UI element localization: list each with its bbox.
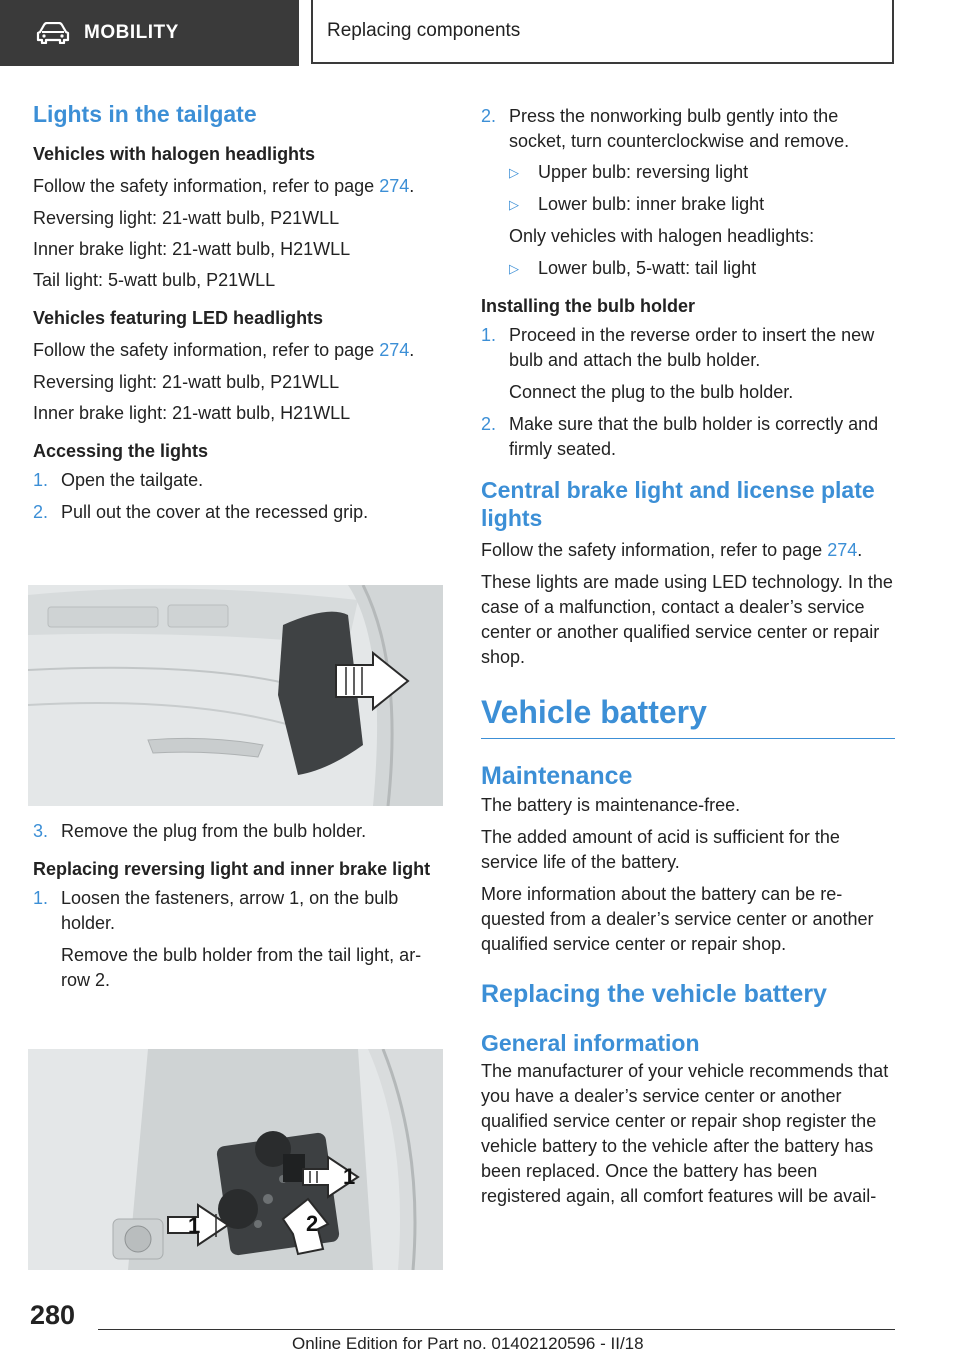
step-item: 1. Loosen the fasteners, arrow 1, on the bulb holder. <box>33 888 399 933</box>
figure-tailgate-cover <box>28 585 443 806</box>
page-header <box>0 0 960 66</box>
heading-halogen: Vehicles with halogen headlights <box>33 144 316 164</box>
car-icon <box>36 22 70 44</box>
spec-line: Reversing light: 21-watt bulb, P21WLL <box>33 208 340 228</box>
step-item: 3. Remove the plug from the bulb holder. <box>33 821 367 841</box>
tailgate-cover-illustration <box>28 585 443 806</box>
spec-line: Tail light: 5-watt bulb, P21WLL <box>33 270 276 290</box>
safety-info-halogen: Follow the safety information, refer to page 274. <box>33 176 415 196</box>
step-item: 2. Pull out the cover at the recessed grip. <box>33 502 369 522</box>
left-column <box>33 100 443 525</box>
heading-general-information: General information <box>481 1030 700 1056</box>
maintenance-text: The battery is maintenance-free. <box>481 795 741 815</box>
safety-info-led: Follow the safety information, refer to page 274. <box>33 340 415 360</box>
spec-line: Inner brake light: 21-watt bulb, H21WLL <box>33 239 351 259</box>
page-link-274[interactable]: 274 <box>379 340 410 360</box>
section-tab[interactable] <box>0 0 299 66</box>
step-item: 1. Open the tailgate. <box>33 470 204 490</box>
bullet-item: ▷ Upper bulb: reversing light <box>481 160 895 185</box>
callout-label: 2 <box>306 1211 319 1236</box>
heading-accessing: Accessing the lights <box>33 441 209 461</box>
bullet-item: ▷ Lower bulb: inner brake light <box>481 192 895 217</box>
maintenance-text: The added amount of acid is sufficient for the service life of the battery. <box>481 827 840 872</box>
bullet-item: ▷ Lower bulb, 5-watt: tail light <box>481 256 895 281</box>
general-information-text: The manufacturer of your vehicle recommends that you have a dealer’s service center or another qualified service center or repair shop register the vehicle battery to the vehicle after the battery has been replaced. Once the battery has been registered again, all comfort features will be avail‐ <box>481 1061 889 1206</box>
edition-info: Online Edition for Part no. 01402120596 - II/18 <box>292 1334 644 1353</box>
central-body: These lights are made using LED technology. In the case of a malfunction, contact a dealer’s service center or another qualified service center or repair shop. <box>481 572 893 667</box>
step-item: 2. Make sure that the bulb holder is correctly and firmly seated. <box>481 414 879 459</box>
triangle-bullet-icon: ▷ <box>509 165 519 180</box>
chapter-title-vehicle-battery: Vehicle battery <box>481 692 895 739</box>
bulb-holder-illustration <box>28 1049 443 1270</box>
step-continuation: Connect the plug to the bulb holder. <box>509 382 794 402</box>
step-item: 1. Proceed in the reverse order to insert the new bulb and attach the bulb holder. <box>481 325 875 370</box>
page-number: 280 <box>30 1300 76 1330</box>
maintenance-text: More information about the battery can be re‐quested from a dealer’s service center or another qualified service center or repair shop. <box>481 884 874 954</box>
heading-led: Vehicles featuring LED headlights <box>33 308 324 328</box>
callout-label: 1 <box>188 1213 201 1238</box>
safety-info-central: Follow the safety information, refer to page 274. <box>481 540 863 560</box>
section-label: MOBILITY <box>84 22 179 43</box>
step-item: 2. Press the nonworking bulb gently into the socket, turn counterclockwise and remove. <box>481 106 850 151</box>
chapter-tab[interactable] <box>311 0 894 64</box>
heading-central-brake-light: Central brake light and license plate lights <box>481 477 875 531</box>
section-title-tailgate-lights: Lights in the tailgate <box>33 101 257 127</box>
page-link-274[interactable]: 274 <box>379 176 410 196</box>
heading-maintenance: Maintenance <box>481 762 633 790</box>
figure-bulb-holder <box>28 1049 443 1270</box>
step-continuation: Remove the bulb holder from the tail light, ar‐row 2. <box>61 945 422 990</box>
right-column <box>481 104 895 1209</box>
triangle-bullet-icon: ▷ <box>509 261 519 276</box>
heading-replacing-battery: Replacing the vehicle battery <box>481 980 827 1008</box>
heading-replacing-reversing: Replacing reversing light and inner brake light <box>33 859 431 879</box>
footer-divider <box>98 1329 895 1330</box>
spec-line: Reversing light: 21-watt bulb, P21WLL <box>33 372 340 392</box>
halogen-only-note: Only vehicles with halogen headlights: <box>509 226 815 246</box>
triangle-bullet-icon: ▷ <box>509 197 519 212</box>
heading-installing: Installing the bulb holder <box>481 296 695 316</box>
chapter-label: Replacing components <box>327 20 521 41</box>
callout-label: 1 <box>343 1164 356 1189</box>
page-link-274[interactable]: 274 <box>827 540 858 560</box>
left-column-lower <box>33 819 443 993</box>
spec-line: Inner brake light: 21-watt bulb, H21WLL <box>33 403 351 423</box>
